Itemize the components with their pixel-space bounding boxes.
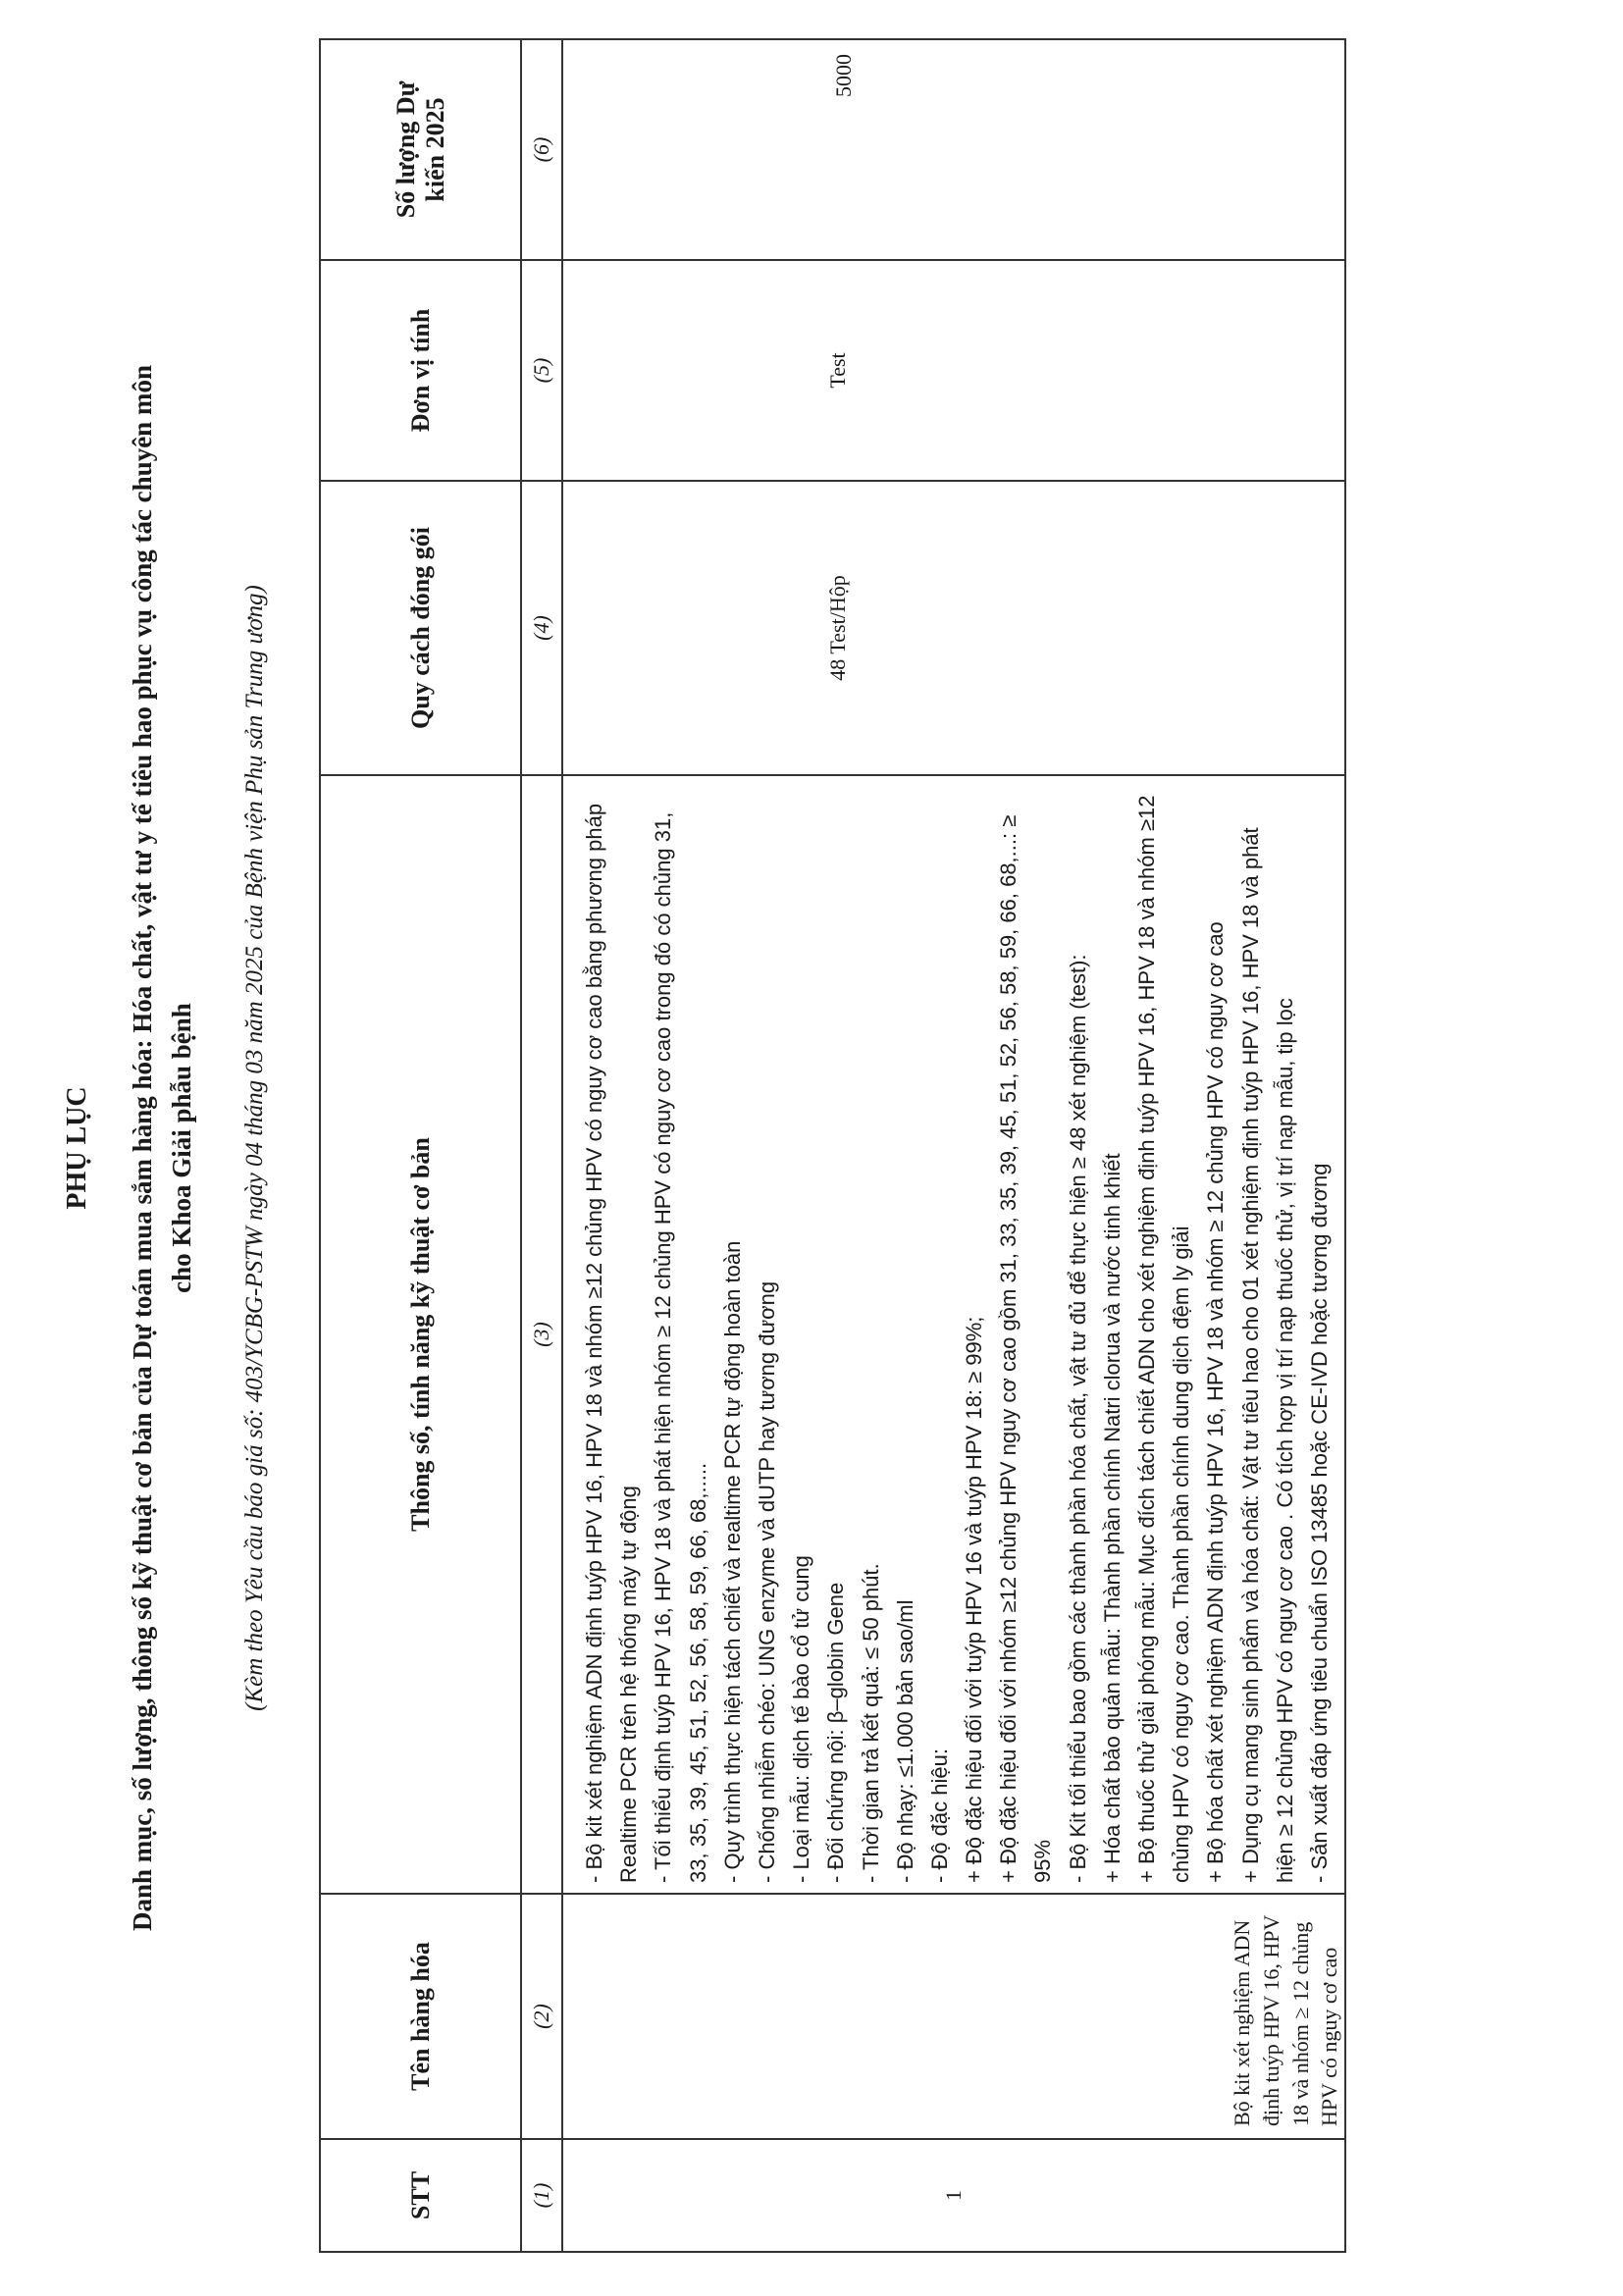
spec-line: - Quy trình thực hiện tách chiết và realtime PCR tự động hoàn toàn [719,1240,745,1883]
spec-line: - Chống nhiễm chéo: UNG enzyme và dUTP hay tương đương [754,1280,779,1883]
col-header-stt: STT [320,2139,521,2252]
col-number-5: (5) [521,260,562,481]
table-row [562,39,1345,2252]
col-number-6: (6) [521,39,562,260]
attachment-note: (Kèm theo Yêu cầu báo giá số: 403/YCBG-PSTW ngày 04 tháng 03 năm 2025 của Bệnh viện Phụ sản Trung ương) [241,585,268,1711]
goods-spec-table [319,38,1346,2253]
spec-line: - Tối thiểu định tuýp HPV 16, HPV 18 và phát hiện nhóm ≥ 12 chủng HPV có nguy cơ cao trong đó có chủng 31, 33, 35, 39, 45, 51, 52, 56, 58, 59, 66, 68,..... [651,811,710,1883]
table-header-row [320,39,521,2252]
col-header-name: Tên hàng hóa [320,1894,521,2139]
cell-stt: 1 [562,2139,1345,2252]
spec-line: - Đối chứng nội: β–globin Gene [823,1582,849,1883]
document-subtitle: Danh mục, số lượng, thông số kỹ thuật cơ bản của Dự toán mua sắm hàng hóa: Hóa chất, vật tư y tế tiêu hao phục vụ công tác chuyên môn [128,365,157,1931]
document-subtitle-department: cho Khoa Giải phẫu bệnh [167,1003,196,1293]
goods-name-text: Bộ kit xét nghiệm ADN định tuýp HPV 16, HPV 18 và nhóm ≥ 12 chủng HPV có nguy cơ cao [1230,1915,1342,2126]
appendix-title: PHỤ LỤC [62,1086,92,1210]
spec-line: + Hóa chất bảo quản mẫu: Thành phần chính Natri clorua và nước tinh khiết [1099,1153,1125,1883]
spec-line: - Bộ kit xét nghiệm ADN định tuýp HPV 16, HPV 18 và nhóm ≥12 chủng HPV có nguy cơ cao bằng phương pháp Realtime PCR trên hệ thống máy tự động [582,803,642,1883]
cell-goods-name [562,1894,1345,2139]
spec-line: + Độ đặc hiệu đối với nhóm ≥12 chủng HPV nguy cơ cao gồm 31, 33, 35, 39, 45, 51, 52, 56, 58, 59, 66, 68,...: ≥ 95% [996,814,1056,1883]
col-number-3: (3) [521,775,562,1894]
cell-unit: Test [562,260,1345,481]
cell-quantity: 5000 [562,39,1345,260]
spec-line: + Độ đặc hiệu đối với tuýp HPV 16 và tuýp HPV 18: ≥ 99%; [962,1316,987,1883]
col-number-1: (1) [521,2139,562,2252]
spec-line: - Bộ Kit tối thiểu bao gồm các thành phần hóa chất, vật tư đủ để thực hiện ≥ 48 xét nghiệm (test): [1065,954,1090,1883]
spec-line: - Độ đặc hiệu: [926,1748,952,1883]
spec-line: + Bộ hóa chất xét nghiệm ADN định tuýp HPV 16, HPV 18 và nhóm ≥ 12 chủng HPV có nguy cơ cao [1203,921,1229,1883]
col-header-spec: Thông số, tính năng kỹ thuật cơ bản [320,775,521,1894]
col-header-quantity: Số lượng Dự kiến 2025 [320,39,521,260]
col-number-4: (4) [521,481,562,775]
spec-line: - Sản xuất đáp ứng tiêu chuẩn ISO 13485 hoặc CE-IVD hoặc tương đương [1306,1163,1332,1883]
col-number-2: (2) [521,1894,562,2139]
cell-packaging: 48 Test/Hộp [562,481,1345,775]
cell-spec [562,775,1345,1894]
spec-line: - Loại mẫu: dịch tế bào cổ tử cung [789,1555,814,1883]
column-number-row [521,39,562,2252]
spec-line: - Độ nhạy: ≤1.000 bản sao/ml [892,1599,917,1883]
col-header-packaging: Quy cách đóng gói [320,481,521,775]
spec-line: - Thời gian trả kết quả: ≤ 50 phút. [858,1563,883,1883]
spec-line: + Dụng cụ mang sinh phẩm và hóa chất: Vật tư tiêu hao cho 01 xét nghiệm định tuýp HPV 16, HPV 18 và phát hiện ≥ 12 chủng HPV có nguy cơ cao . Có tích hợp vị trí nạp thuốc thử, vị trí nạp mẫu, tip lọc [1237,827,1297,1883]
spec-line: + Bộ thuốc thử giải phóng mẫu: Mục đích tách chiết ADN cho xét nghiệm định tuýp HPV 16, HPV 18 và nhóm ≥12 chủng HPV có nguy cơ cao. Thành phần chính dung dịch đệm ly giải [1134,795,1194,1883]
col-header-unit: Đơn vị tính [320,260,521,481]
